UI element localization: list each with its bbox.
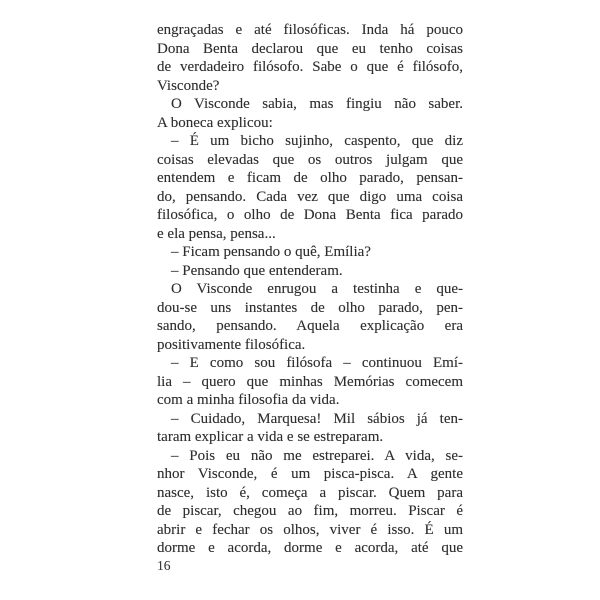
body-text — [157, 21, 463, 558]
text-line: – Ficam pensando o quê, Emília? — [171, 244, 371, 260]
text-line: Visconde? — [157, 77, 220, 94]
text-line: Dona Benta declarou que eu tenho coisas — [157, 40, 463, 57]
text-line: coisas elevadas que os outros julgam que — [157, 151, 463, 168]
text-line: com a minha filosofia da vida. — [157, 392, 340, 408]
text-line: lia – quero que minhas Memórias comecem — [157, 373, 463, 390]
text-line: engraçadas e até filosóficas. Inda há pouco — [157, 22, 463, 38]
text-line: do, pensando. Cada vez que digo uma coisa — [157, 188, 463, 205]
text-line: de piscar, chegou ao fim, morreu. Piscar é — [157, 503, 463, 519]
text-line: dorme e acorda, dorme e acorda, até que — [157, 540, 463, 556]
text-line: – E como sou filósofa – continuou Emí- — [171, 355, 463, 371]
text-line: e ela pensa, pensa... — [157, 225, 276, 242]
text-line: abrir e fechar os olhos, viver é isso. É um — [157, 521, 463, 538]
page-number: 16 — [157, 558, 171, 573]
text-line: O Visconde sabia, mas fingiu não saber. — [171, 96, 463, 112]
text-line: – É um bicho sujinho, caspento, que diz — [171, 133, 463, 149]
text-line: filosófica, o olho de Dona Benta fica parado — [157, 207, 463, 223]
text-line: nhor Visconde, é um pisca-pisca. A gente — [157, 466, 463, 482]
text-line: A boneca explicou: — [157, 114, 273, 131]
text-line: – Pois eu não me estreparei. A vida, se- — [171, 447, 463, 464]
text-line: O Visconde enrugou a testinha e que- — [171, 281, 463, 297]
text-line: entendem e ficam de olho parado, pensan- — [157, 170, 463, 186]
text-line: de verdadeiro filósofo. Sabe o que é filósofo, — [157, 59, 463, 75]
text-line: – Pensando que entenderam. — [171, 262, 343, 279]
text-line: nasce, isto é, começa a piscar. Quem para — [157, 484, 463, 501]
text-line: dou-se uns instantes de olho parado, pen- — [157, 299, 463, 316]
text-line: taram explicar a vida e se estreparam. — [157, 429, 384, 445]
text-line: sando, pensando. Aquela explicação era — [157, 318, 463, 334]
text-line: positivamente filosófica. — [157, 336, 306, 353]
text-line: – Cuidado, Marquesa! Mil sábios já ten- — [171, 410, 463, 427]
